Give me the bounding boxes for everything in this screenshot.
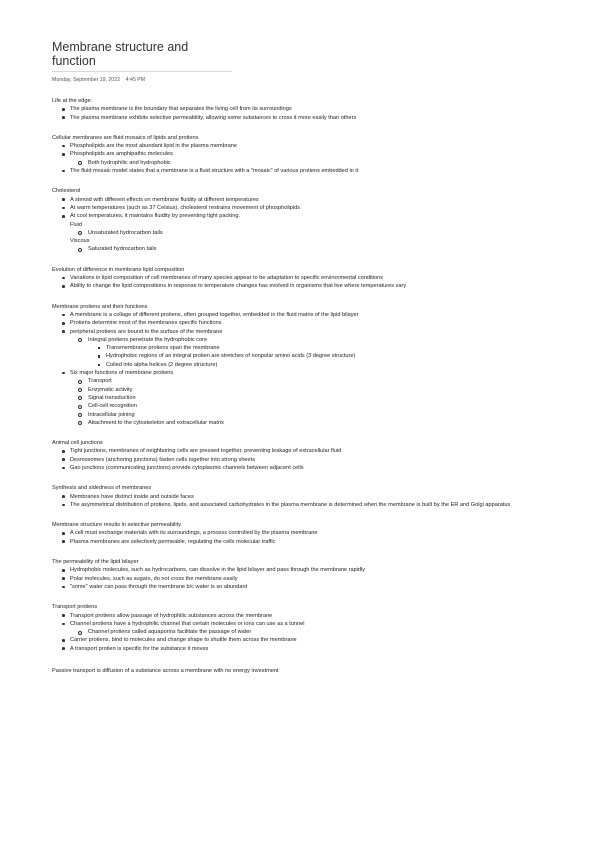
list-item: Carrier protiens, bind to molecules and change shape to shuttle them across the membrane xyxy=(52,636,552,644)
list-item: A transport protien is specific for the substance it moves xyxy=(52,645,552,653)
list-item: Coiled into alpha helices (2 degree structure) xyxy=(52,361,552,369)
list-item: The asymmetrical distribution of protiens, lipids, and associated carbohydrates in the plasma membrane is determined when the membrane is built by the ER and Golgi apparatus xyxy=(52,501,552,509)
list-item: Protiens determine most of the membranes specific functions xyxy=(52,319,552,327)
list-item: A cell must exchange materials with its surroundings, a process controlled by the plasma membrane xyxy=(52,529,552,537)
section-heading: Animal cell junctions xyxy=(52,440,103,447)
list-item: Transmembrane protiens span the membrane xyxy=(52,344,552,352)
list-item: Tight junctions, membranes of neighboring cells are pressed together, preventing leakage of extracellular fluid xyxy=(52,447,552,455)
list-item: Intracellular joining xyxy=(52,411,552,419)
section-heading: The permeability of the lipid bilayer xyxy=(52,559,139,566)
list-item: Integral protiens penetrate the hydrophobic core xyxy=(52,336,552,344)
bullet-list xyxy=(52,142,552,175)
list-item: A membrane is a collage of different protiens, often grouped together, embedded in the fluid matrix of the lipid bilayer xyxy=(52,311,552,319)
section-heading: Cholesterol xyxy=(52,188,81,195)
list-item: Attachment to the cytoskeleton and extracellular matrix xyxy=(52,419,552,427)
list-item: Phospholipids are the most abundant lipid in the plasma membrane xyxy=(52,142,552,150)
list-item: Plasma membranes are selectively permeable, regulating the cells molecular traffic xyxy=(52,538,552,546)
section-heading: Evolution of difference in membrane lipid composition xyxy=(52,266,185,273)
section-heading: Cellular membranes are fluid mosaics of lipids and protiens xyxy=(52,134,199,141)
note-section xyxy=(52,484,552,509)
note-section xyxy=(52,558,552,591)
list-item: "some" water can pass through the membrane b/c water is so abundant xyxy=(52,583,552,591)
bullet-list xyxy=(52,196,552,254)
page-title: Membrane structure and function xyxy=(52,40,232,72)
list-item: Hydrophobic regions of an integral protien are stretches of nonpolar amino acids (3 degree structure) xyxy=(52,352,552,360)
list-item: Signal transduction xyxy=(52,394,552,402)
page-timestamp xyxy=(52,77,552,83)
sub-label: Viscous xyxy=(70,238,90,245)
section-heading: Life at the edge: xyxy=(52,98,93,104)
list-item: At warm temperatures (such as 37 Celsius), cholesterol restrains movement of phospholipids xyxy=(52,204,552,212)
note-section xyxy=(52,521,552,546)
list-item: Channel protiens have a hydrophilic channel that certain molecules or ions can use as a tunnel xyxy=(52,620,552,628)
closing-note: Passive transport is diffusion of a substance across a membrane with no energy investment xyxy=(52,668,279,675)
bullet-list xyxy=(52,493,552,510)
page-time: 4:45 PM xyxy=(125,77,146,83)
list-item: A steroid with different effects on membrane fluidity at different temperatures xyxy=(52,196,552,204)
list-item: Both hydrophilic and hydrophobic xyxy=(52,159,552,167)
list-item: Unsaturated hydrocarbon tails xyxy=(52,229,552,237)
section-heading: Transport protiens xyxy=(52,604,98,611)
bullet-list xyxy=(52,274,552,291)
list-item: Cell-cell recognition xyxy=(52,402,552,410)
note-body xyxy=(52,97,552,653)
list-item: The fluid mosaic model states that a membrane is a fluid structure with a "mosaic" of various protiens embedded in it xyxy=(52,167,552,175)
note-section xyxy=(52,266,552,291)
bullet-list xyxy=(52,311,552,427)
list-item: Channel protiens called aquaporins facilitate the passage of water xyxy=(52,628,552,636)
list-item: Variations in lipid composition of cell membranes of many species appear to be adaptation to specific environmental conditions xyxy=(52,274,552,282)
list-item: Polar molecules, such as sugars, do not cross the membrane easily xyxy=(52,575,552,583)
section-heading: Synthesis and sidedness of membranes xyxy=(52,485,152,492)
note-section xyxy=(52,439,552,472)
note-section xyxy=(52,303,552,427)
note-page xyxy=(52,40,552,675)
list-item: Six major functions of membrane protiens xyxy=(52,369,552,377)
bullet-list xyxy=(52,566,552,591)
list-item: Hydrophobic molecules, such as hydrocarbons, can dissolve in the lipid bilayer and pass through the membrane rapidly xyxy=(52,566,552,574)
sub-label: Fluid xyxy=(70,221,83,228)
note-section xyxy=(52,134,552,175)
list-item: Phospholipids are amphipathic molecules xyxy=(52,150,552,158)
list-item: Enzymatic activity xyxy=(52,386,552,394)
list-item: Desmosomes (anchoring junctions) fasten cells together into strong sheets xyxy=(52,456,552,464)
list-item: Saturated hydrocarbon tails xyxy=(52,245,552,253)
list-item: Transport xyxy=(52,377,552,385)
note-section xyxy=(52,187,552,253)
note-section xyxy=(52,603,552,653)
page-date: Monday, September 19, 2022 xyxy=(52,77,120,83)
list-item: Ability to change the lipid compositions in response to temperature changes has evolved in organisms that live where temperatures vary xyxy=(52,282,552,290)
list-item: Transport protiens allow passage of hydrophilic substances across the membrane xyxy=(52,612,552,620)
bullet-list xyxy=(52,612,552,653)
list-item: The plasma membrane exhibits selective permeability, allowing some substances to cross it more easily than others xyxy=(52,114,552,122)
section-heading: Membrane protiens and their functions xyxy=(52,303,148,310)
section-heading: Membrane structure results in selective permeability xyxy=(52,522,182,529)
list-item: Gao junctions (communicating junctions) provide cytoplasmic channels between adjacent cells xyxy=(52,464,552,472)
list-item: Membranes have distinct inside and outside faces xyxy=(52,493,552,501)
bullet-list xyxy=(52,105,552,122)
list-item: At cool temperatures, it maintains fluidity by preventing tight packing. xyxy=(52,212,552,220)
note-section xyxy=(52,97,552,122)
list-item: The plasma membrane is the boundary that separates the living cell from its surroundings xyxy=(52,105,552,113)
list-item: peripheral protiens are bound to the surface of the membrane xyxy=(52,328,552,336)
bullet-list xyxy=(52,529,552,546)
bullet-list xyxy=(52,447,552,472)
